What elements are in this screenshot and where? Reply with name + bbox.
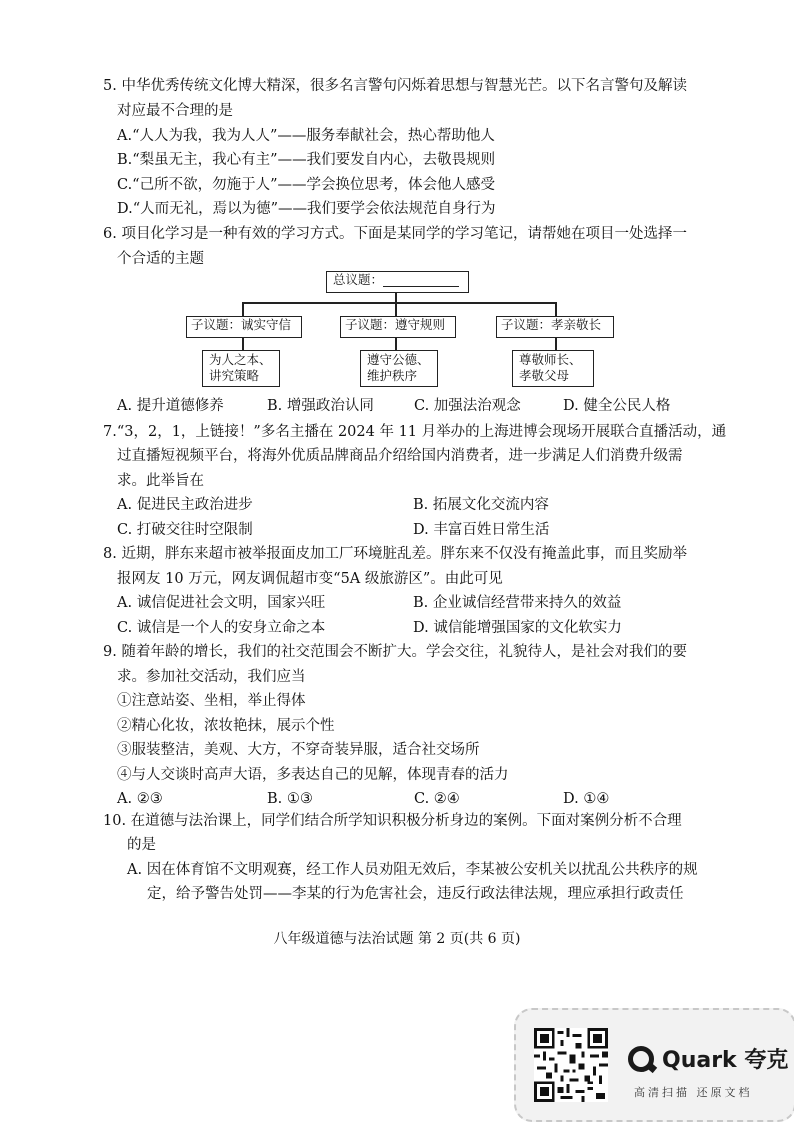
q9-statement-1: ①注意站姿、坐相，举止得体 [117, 693, 306, 709]
q7-option-d: D. 丰富百姓日常生活 [413, 522, 550, 538]
connector-leaf1 [242, 338, 244, 350]
sub-topic-2: 子议题：遵守规则 [340, 316, 456, 338]
leaf-box-3 [512, 350, 594, 387]
root-topic-blank [383, 274, 459, 287]
q9-stem-line2: 求。参加社交活动，我们应当 [117, 669, 306, 685]
leaf-3-line2: 孝敬父母 [519, 368, 570, 383]
leaf-box-1 [202, 350, 280, 387]
q8-stem-line2: 报网友 10 万元，网友调侃超市变“5A 级旅游区”。由此可见 [117, 571, 503, 587]
q10-stem-line2: 的是 [127, 837, 156, 853]
q9-option-b: B. ①③ [267, 791, 313, 807]
sub-topic-1: 子议题：诚实守信 [186, 316, 302, 338]
q5-option-b: B.“梨虽无主，我心有主”——我们要发自内心，去敬畏规则 [117, 152, 496, 168]
q9-option-a: A. ②③ [117, 791, 163, 807]
q10-option-a-line2: 定，给予警告处罚——李某的行为危害社会，违反行政法律法规，理应承担行政责任 [147, 886, 684, 902]
q6-stem-line1: 6. 项目化学习是一种有效的学习方式。下面是某同学的学习笔记，请帮她在项目一处选择一 [103, 226, 687, 242]
q5-stem-line2: 对应最不合理的是 [117, 103, 233, 119]
leaf-1-line1: 为人之本、 [209, 352, 272, 367]
q8-option-d: D. 诚信能增强国家的文化软实力 [413, 620, 622, 636]
q10-option-a-line1: A. 因在体育馆不文明观赛，经工作人员劝阻无效后，李某被公安机关以扰乱公共秩序的规 [127, 862, 698, 878]
q5-stem-line1: 5. 中华优秀传统文化博大精深，很多名言警句闪烁着思想与智慧光芒。以下名言警句及解读 [103, 78, 687, 94]
q9-option-c: C. ②④ [414, 791, 460, 807]
q6-stem-line2: 个合适的主题 [117, 251, 204, 267]
q5-option-c: C.“己所不欲，勿施于人”——学会换位思考，体会他人感受 [117, 177, 496, 193]
leaf-1-line2: 讲究策略 [209, 368, 260, 383]
q8-stem-line1: 8. 近期，胖东来超市被举报面皮加工厂环境脏乱差。胖东来不仅没有掩盖此事，而且奖励举 [103, 546, 687, 562]
q7-stem-line3: 求。此举旨在 [117, 473, 204, 489]
q5-option-a: A.“人人为我，我为人人”——服务奉献社会，热心帮助他人 [117, 128, 495, 144]
connector-sub1 [242, 302, 244, 316]
q6-option-d: D. 健全公民人格 [563, 398, 671, 414]
quark-brand-name: Quark 夸克 [662, 1048, 789, 1073]
q6-option-b: B. 增强政治认同 [267, 398, 374, 414]
root-topic-label: 总议题： [333, 272, 384, 287]
q7-stem-line2: 过直播短视频平台，将海外优质品牌商品介绍给国内消费者，进一步满足人们消费升级需 [117, 448, 683, 464]
sub-topic-3: 子议题：孝亲敬长 [496, 316, 614, 338]
connector-root [395, 293, 397, 302]
q5-option-d: D.“人而无礼，焉以为德”——我们要学会依法规范自身行为 [117, 201, 496, 217]
q10-stem-line1: 10. 在道德与法治课上，同学们结合所学知识积极分析身边的案例。下面对案例分析不合理 [103, 813, 682, 829]
q9-statement-2: ②精心化妆，浓妆艳抹，展示个性 [117, 718, 335, 734]
quark-tagline: 高清扫描 还原文档 [634, 1086, 753, 1099]
connector-leaf2 [395, 338, 397, 350]
leaf-2-line2: 维护秩序 [367, 368, 418, 383]
q7-option-b: B. 拓展文化交流内容 [413, 497, 549, 513]
q7-option-a: A. 促进民主政治进步 [117, 497, 253, 513]
connector-leaf3 [555, 338, 557, 350]
q9-statement-4: ④与人交谈时高声大语，多表达自己的见解，体现青春的活力 [117, 767, 509, 783]
q9-stem-line1: 9. 随着年龄的增长，我们的社交范围会不断扩大。学会交往，礼貌待人，是社会对我们的要 [103, 644, 687, 660]
quark-logo-tail [646, 1062, 657, 1073]
q8-option-c: C. 诚信是一个人的安身立命之本 [117, 620, 326, 636]
connector-horizontal [242, 302, 556, 304]
qr-code-icon [534, 1028, 608, 1102]
leaf-box-2 [360, 350, 438, 387]
leaf-2-line1: 遵守公德、 [367, 352, 430, 367]
leaf-3-line1: 尊敬师长、 [519, 352, 582, 367]
q8-option-b: B. 企业诚信经营带来持久的效益 [413, 595, 622, 611]
page-footer: 八年级道德与法治试题 第 2 页(共 6 页) [273, 931, 521, 947]
q9-statement-3: ③服装整洁，美观、大方，不穿奇装异服，适合社交场所 [117, 742, 480, 758]
q6-option-c: C. 加强法治观念 [414, 398, 521, 414]
q6-option-a: A. 提升道德修养 [117, 398, 224, 414]
connector-sub3 [555, 302, 557, 316]
q7-stem-line1: 7.“3，2，1，上链接！”多名主播在 2024 年 11 月举办的上海进博会现场开展联合直播活动，通 [103, 424, 727, 440]
q7-option-c: C. 打破交往时空限制 [117, 522, 253, 538]
q9-option-d: D. ①④ [563, 791, 610, 807]
connector-sub2 [395, 302, 397, 316]
quark-scan-badge [514, 1008, 794, 1122]
q8-option-a: A. 诚信促进社会文明，国家兴旺 [117, 595, 326, 611]
root-topic-box [326, 271, 469, 293]
